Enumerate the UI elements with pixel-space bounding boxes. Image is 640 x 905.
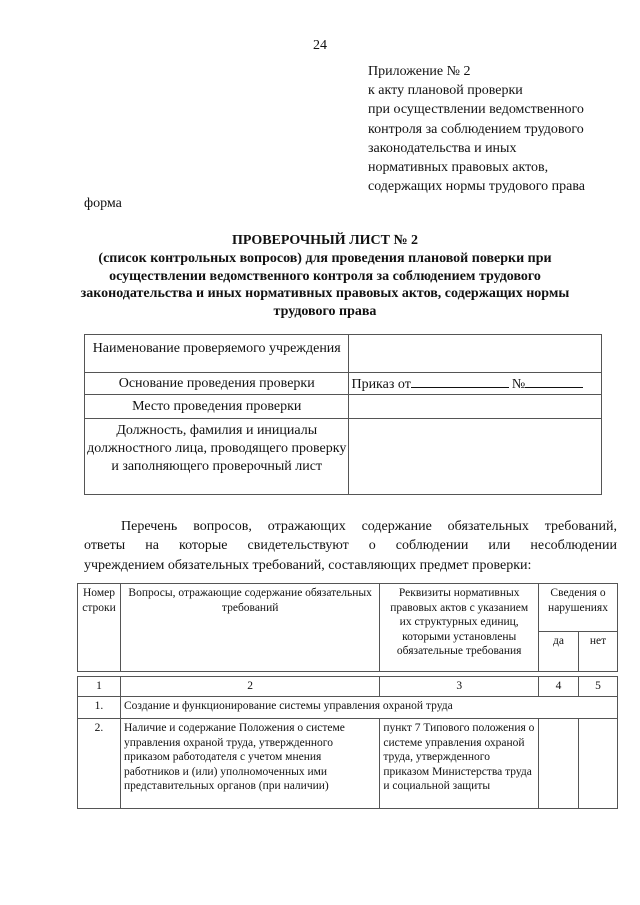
info-row-institution	[85, 335, 602, 373]
row-yes-cell[interactable]	[539, 719, 579, 809]
header-yes: да	[539, 632, 579, 672]
header-no: нет	[579, 632, 618, 672]
row-reference: пункт 7 Типового положения о системе управления охраной труда, утвержденного приказом Министерства труда и социальной защиты	[380, 719, 539, 809]
row-number: 2.	[78, 719, 121, 809]
page-number: 24	[313, 38, 327, 53]
column-number: 2	[120, 677, 379, 697]
inspection-info-table	[84, 334, 602, 495]
column-number: 3	[380, 677, 539, 697]
header-number: Номер строки	[78, 584, 121, 672]
appendix-caption	[368, 62, 585, 196]
appendix-line: при осуществлении ведомственного	[368, 102, 584, 118]
order-date-blank[interactable]	[411, 375, 509, 388]
paragraph-line: Перечень вопросов, отражающих содержание обязательных требований,	[121, 519, 617, 534]
info-label: Основание проведения проверки	[85, 373, 349, 395]
appendix-line: к акту плановой проверки	[368, 83, 523, 99]
header-row	[78, 584, 618, 632]
header-questions: Вопросы, отражающие содержание обязательных требований	[120, 584, 379, 672]
title-heading: ПРОВЕРОЧНЫЙ ЛИСТ № 2	[231, 233, 419, 248]
table-row	[78, 719, 618, 809]
title-subtitle-line: (список контрольных вопросов) для проведения плановой поверки при	[98, 250, 552, 266]
appendix-line: содержащих нормы трудового права	[368, 179, 585, 195]
title-subtitle-line: законодательства и иных нормативных правовых актов, содержащих нормы	[80, 286, 570, 302]
column-number: 4	[539, 677, 579, 697]
checklist-table	[77, 583, 618, 809]
row-no-cell[interactable]	[579, 719, 618, 809]
header-requisites: Реквизиты нормативных правовых актов с указанием их структурных единиц, которыми установлены обязательные требования	[380, 584, 539, 672]
row-question: Создание и функционирование системы управления охраной труда	[120, 697, 617, 719]
header-violations: Сведения о нарушениях	[539, 584, 618, 632]
info-value-field[interactable]	[349, 373, 602, 395]
intro-paragraph	[84, 517, 617, 575]
paragraph-line: учреждением обязательных требований, составляющих предмет проверки:	[84, 557, 532, 573]
column-number-row	[78, 677, 618, 697]
order-number-blank[interactable]	[525, 375, 583, 388]
info-row-inspector	[85, 419, 602, 495]
table-row	[78, 697, 618, 719]
appendix-line: законодательства и иных	[368, 140, 517, 156]
order-number-sign: №	[511, 377, 526, 392]
row-number: 1.	[78, 697, 121, 719]
appendix-line: контроля за соблюдением трудового	[368, 121, 584, 137]
info-label: Наименование проверяемого учреждения	[85, 335, 349, 373]
info-label: Должность, фамилия и инициалы должностного лица, проводящего проверку и заполняющего проверочный лист	[85, 419, 349, 495]
info-value-field[interactable]	[349, 419, 602, 495]
column-number: 1	[78, 677, 121, 697]
appendix-line: нормативных правовых актов,	[368, 160, 549, 176]
document-title	[80, 232, 570, 321]
info-value-field[interactable]	[349, 395, 602, 419]
order-prefix: Приказ от	[351, 377, 411, 392]
info-row-basis	[85, 373, 602, 395]
paragraph-line: ответы на которые свидетельствуют о соблюдении или несоблюдении	[84, 538, 617, 554]
column-number: 5	[579, 677, 618, 697]
row-question: Наличие и содержание Положения о системе управления охраной труда, утвержденного приказом работодателя с учетом мнения работников и (или) уполномоченных ими представительных органов (при наличии)	[120, 719, 379, 809]
appendix-line: Приложение № 2	[368, 64, 471, 79]
title-subtitle-line: трудового права	[273, 304, 377, 320]
title-subtitle-line: осуществлении ведомственного контроля за соблюдением трудового	[109, 268, 541, 284]
info-value-field[interactable]	[349, 335, 602, 373]
info-row-place	[85, 395, 602, 419]
info-label: Место проведения проверки	[85, 395, 349, 419]
form-label: форма	[84, 196, 122, 211]
